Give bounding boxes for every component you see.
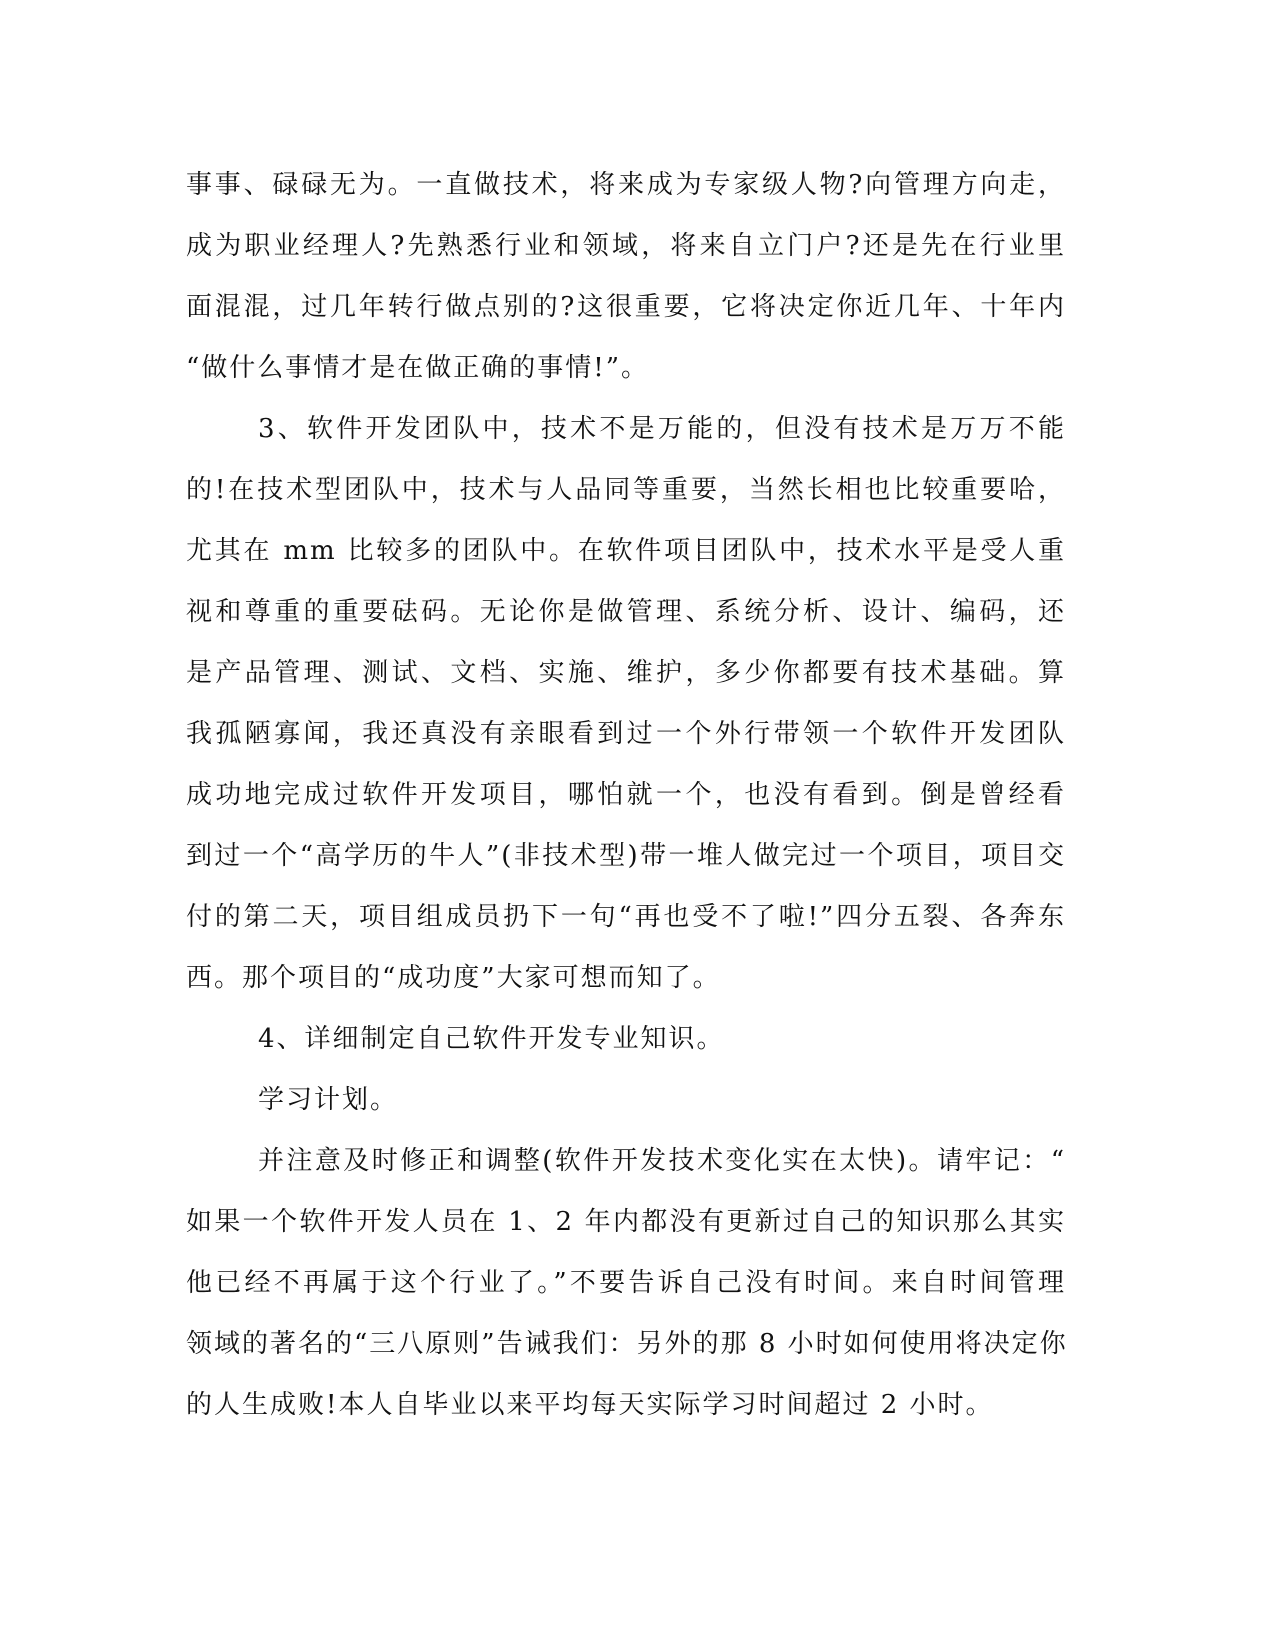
text-line: 是产品管理、测试、文档、实施、维护，多少你都要有技术基础。算 [186,658,1066,688]
text-line: 事事、碌碌无为。一直做技术，将来成为专家级人物?向管理方向走， [186,170,1066,200]
text-line: 到过一个“高学历的牛人”(非技术型)带一堆人做完过一个项目，项目交 [186,841,1066,871]
text-line: 他已经不再属于这个行业了。”不要告诉自己没有时间。来自时间管理 [186,1268,1066,1298]
text-line: 的人生成败!本人自毕业以来平均每天实际学习时间超过 2 小时。 [186,1390,994,1420]
text-line: 4、详细制定自己软件开发专业知识。 [258,1024,725,1054]
body-text [186,165,1066,1446]
text-line: 如果一个软件开发人员在 1、2 年内都没有更新过自己的知识那么其实 [186,1207,1066,1237]
text-line: 面混混，过几年转行做点别的?这很重要，它将决定你近几年、十年内 [186,292,1066,322]
text-line: 西。那个项目的“成功度”大家可想而知了。 [186,963,721,993]
text-line: 成功地完成过软件开发项目，哪怕就一个，也没有看到。倒是曾经看 [186,780,1066,810]
text-line: 尤其在 mm 比较多的团队中。在软件项目团队中，技术水平是受人重 [186,536,1066,566]
text-line: 的!在技术型团队中，技术与人品同等重要，当然长相也比较重要哈， [186,475,1066,505]
text-line: 领域的著名的“三八原则”告诫我们：另外的那 8 小时如何使用将决定你 [186,1329,1068,1359]
text-line: 我孤陋寡闻，我还真没有亲眼看到过一个外行带领一个软件开发团队 [186,719,1066,749]
text-line: 付的第二天，项目组成员扔下一句“再也受不了啦!”四分五裂、各奔东 [186,902,1066,932]
text-line: 3、软件开发团队中，技术不是万能的，但没有技术是万万不能 [258,414,1066,444]
text-line: 成为职业经理人?先熟悉行业和领域，将来自立门户?还是先在行业里 [186,231,1066,261]
text-line: “做什么事情才是在做正确的事情!”。 [186,353,650,383]
text-line: 视和尊重的重要砝码。无论你是做管理、系统分析、设计、编码，还 [186,597,1066,627]
text-line: 学习计划。 [258,1085,399,1115]
text-line: 并注意及时修正和调整(软件开发技术变化实在太快)。请牢记：“ [258,1146,1066,1176]
